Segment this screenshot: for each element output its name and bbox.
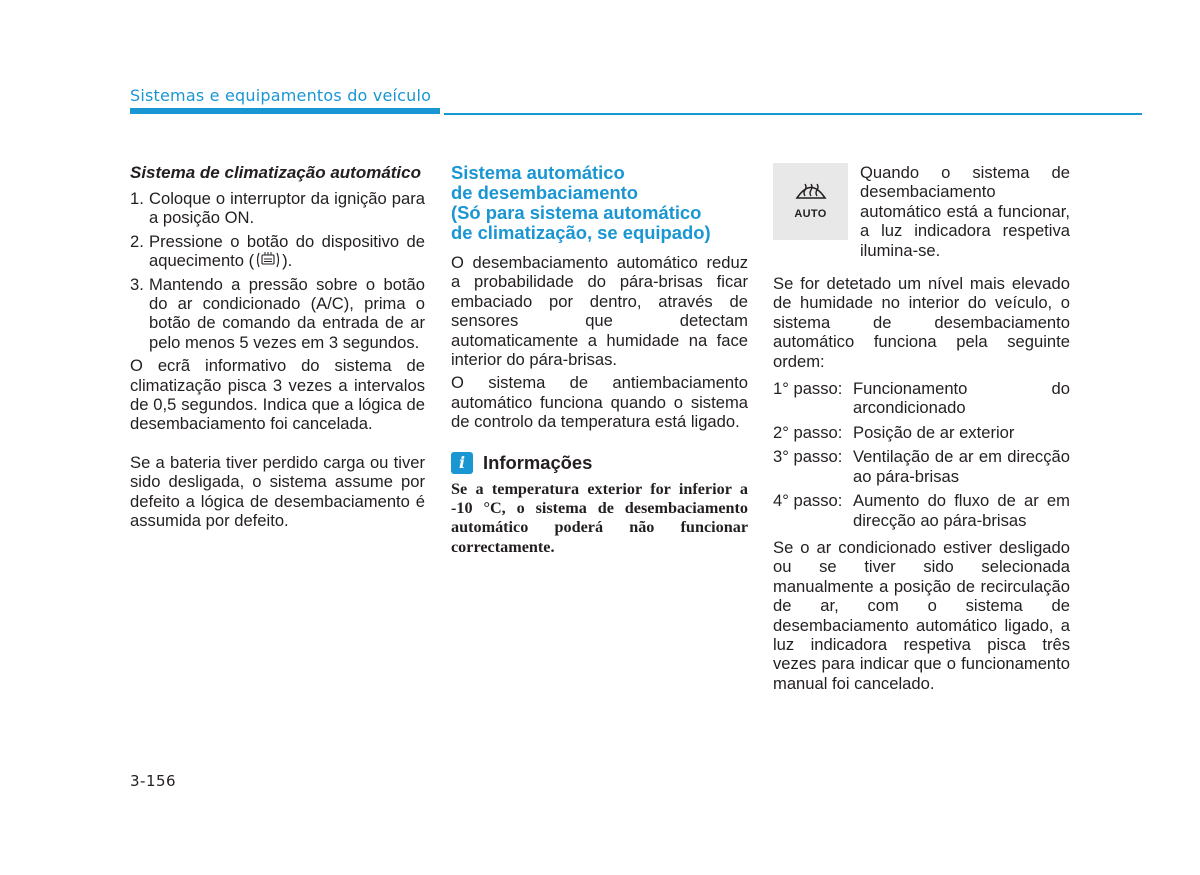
step-text: Aumento do fluxo de ar em direcção ao pára-brisas — [853, 491, 1070, 530]
header-rule-thin — [444, 113, 1142, 115]
auto-indicator-block — [773, 163, 1070, 260]
list-item — [773, 491, 1070, 530]
info-note: Se a temperatura exterior for inferior a -10 °C, o sistema de desembaciamento automático poderá não funcionar correctamente. — [451, 479, 748, 556]
step-text: Mantendo a pressão sobre o botão do ar condicionado (A/C), prima o botão de comando da entrada de ar pelo menos 5 vezes em 3 segundos. — [149, 274, 425, 352]
step-label: 2° passo: — [773, 422, 843, 442]
heading-line: (Só para sistema automático — [451, 202, 702, 223]
rear-defrost-icon — [255, 251, 281, 269]
steps-list — [130, 189, 425, 352]
paragraph-battery: Se a bateria tiver perdido carga ou tiver sido desligada, o sistema assume por defeito a lógica de desembaciamento é assumida por defeito. — [130, 452, 425, 531]
heading-line: de climatização, se equipado) — [451, 222, 711, 243]
column-right — [773, 163, 1070, 693]
auto-indicator-text: Quando o sistema de desembaciamento automático está a funcionar, a luz indicadora respetiva ilumina-se. — [860, 163, 1070, 260]
step-text-after: ). — [282, 251, 293, 271]
subsection-heading: Sistema de climatização automático — [130, 163, 421, 182]
step-text: Coloque o interruptor da ignição para a posição ON. — [149, 189, 425, 228]
steps-sequence — [773, 379, 1070, 530]
info-icon: i — [451, 452, 473, 474]
paragraph-display-blink: O ecrã informativo do sistema de climatização pisca 3 vezes a intervalos de 0,5 segundos. Indica que a lógica de desembaciamento foi cancelada. — [130, 356, 425, 434]
auto-label: AUTO — [794, 207, 827, 220]
list-item — [130, 189, 425, 228]
step-label: 3° passo: — [773, 447, 843, 467]
list-item — [773, 447, 1070, 486]
column-middle — [451, 163, 748, 557]
section-heading — [451, 163, 748, 243]
column-left — [130, 163, 425, 531]
heading-line: de desembaciamento — [451, 182, 639, 203]
windshield-defog-icon — [794, 179, 828, 203]
step-number: 2. — [130, 231, 144, 251]
step-label: 4° passo: — [773, 491, 843, 511]
paragraph-manual-cancel: Se o ar condicionado estiver desligado ou se tiver sido selecionada manualmente a posição de recirculação de ar, com o sistema de desembaciamento automático ligado, a luz indicadora respetiva pisca três vezes para indicar que o funcionamento manual foi cancelado. — [773, 537, 1070, 693]
step-number: 1. — [130, 189, 144, 208]
section-title: Sistemas e equipamentos do veículo — [130, 86, 432, 105]
list-item — [773, 379, 1070, 418]
page-number: 3-156 — [130, 772, 177, 790]
list-item — [773, 423, 1070, 442]
list-item — [130, 275, 425, 353]
paragraph-humidity: Se for detetado um nível mais elevado de humidade no interior do veículo, o sistema de desembaciamento automático funciona pela seguinte ordem: — [773, 274, 1070, 371]
step-text: Ventilação de ar em direcção ao pára-brisas — [853, 447, 1070, 486]
step-text — [149, 232, 425, 271]
step-text: Posição de ar exterior — [853, 422, 1015, 442]
list-item — [130, 232, 425, 271]
step-label: 1° passo: — [773, 379, 843, 399]
step-text: Funcionamento do arcondicionado — [853, 379, 1070, 418]
info-header — [451, 452, 748, 474]
heading-line: Sistema automático — [451, 162, 625, 183]
info-title: Informações — [483, 451, 593, 473]
paragraph-antifog: O sistema de antiembaciamento automático funciona quando o sistema de controlo da temperatura está ligado. — [451, 373, 748, 432]
paragraph-auto-defog: O desembaciamento automático reduz a probabilidade do pára-brisas ficar embaciado por dentro, através de sensores que detectam automaticamente a humidade na face interior do pára-brisas. — [451, 253, 748, 370]
header-rule-thick — [130, 108, 440, 114]
step-number: 3. — [130, 274, 144, 294]
auto-defog-button-image — [773, 163, 848, 240]
step-text-before: Pressione o botão do dispositivo de aquecimento ( — [149, 231, 425, 271]
